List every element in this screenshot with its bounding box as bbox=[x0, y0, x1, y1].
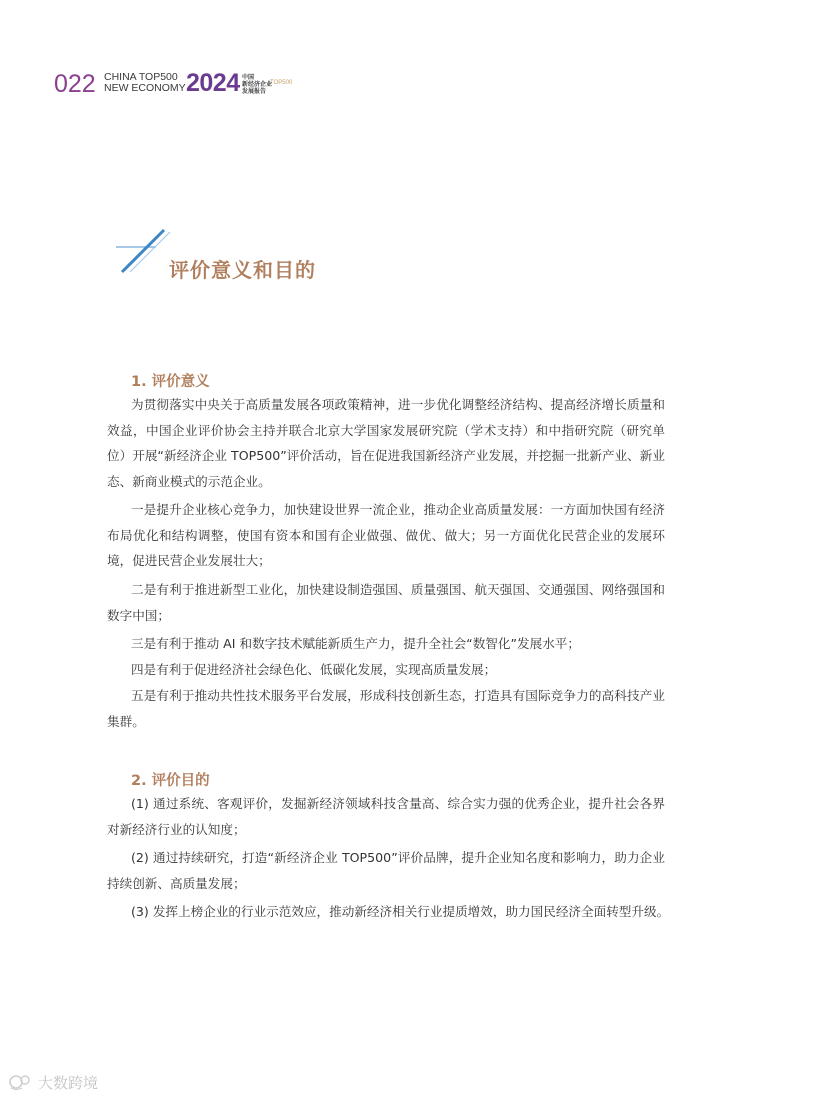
page-number: 022 bbox=[54, 70, 96, 98]
mini-top500-label: TOP500 bbox=[270, 80, 293, 86]
brand-line-2: NEW ECONOMY bbox=[104, 82, 186, 94]
paragraph-point-3: 三是有利于推动 AI 和数字技术赋能新质生产力，提升全社会“数智化”发展水平； bbox=[131, 636, 580, 651]
mini-title-line-2: 新经济企业 bbox=[242, 81, 273, 88]
purpose-item-3: (3) 发挥上榜企业的行业示范效应，推动新经济相关行业提质增效，助力国民经济全面转型升级。 bbox=[131, 904, 670, 919]
purpose-item-2: (2) 通过持续研究，打造“新经济企业 TOP500”评价品牌，提升企业知名度和影响力，助力企业持续创新、高质量发展； bbox=[107, 850, 665, 891]
subheading-evaluation-significance: 1. 评价意义 bbox=[131, 374, 210, 390]
paragraph-point-1: 一是提升企业核心竞争力，加快建设世界一流企业，推动企业高质量发展：一方面加快国有经济布局优化和结构调整，使国有资本和国有企业做强、做优、做大；另一方面优化民营企业的发展环境，促进民营企业发展壮大； bbox=[107, 502, 665, 569]
report-mini-title bbox=[242, 74, 272, 95]
watermark-logo-icon bbox=[8, 1073, 34, 1091]
brand-label bbox=[104, 72, 186, 94]
section-title: 评价意义和目的 bbox=[169, 258, 316, 282]
paragraph-point-4: 四是有利于促进经济社会绿色化、低碳化发展，实现高质量发展； bbox=[131, 662, 497, 677]
watermark-text: 大数跨境 bbox=[38, 1074, 99, 1092]
mini-title-line-3: 发展报告 bbox=[242, 88, 267, 95]
paragraph-point-5: 五是有利于推动共性技术服务平台发展，形成科技创新生态，打造具有国际竞争力的高科技产业集群。 bbox=[107, 688, 665, 729]
brand-line-1: CHINA TOP500 bbox=[104, 71, 178, 83]
paragraph-point-2: 二是有利于推进新型工业化，加快建设制造强国、质量强国、航天强国、交通强国、网络强国和数字中国； bbox=[107, 582, 665, 623]
paragraph-intro: 为贯彻落实中央关于高质量发展各项政策精神，进一步优化调整经济结构、提高经济增长质量和效益，中国企业评价协会主持并联合北京大学国家发展研究院（学术支持）和中指研究院（研究单位）开展“新经济企业 TOP500”评价活动，旨在促进我国新经济产业发展，并挖掘一批新产业、新业态、新商业模式的示范企业。 bbox=[107, 397, 665, 489]
report-year: 2024 bbox=[186, 69, 240, 97]
purpose-item-1: (1) 通过系统、客观评价，发掘新经济领域科技含量高、综合实力强的优秀企业，提升社会各界对新经济行业的认知度； bbox=[107, 796, 665, 837]
subheading-evaluation-purpose: 2. 评价目的 bbox=[131, 773, 210, 789]
section-decoration-icon bbox=[116, 226, 172, 276]
mini-title-line-1: 中国 bbox=[242, 74, 255, 81]
